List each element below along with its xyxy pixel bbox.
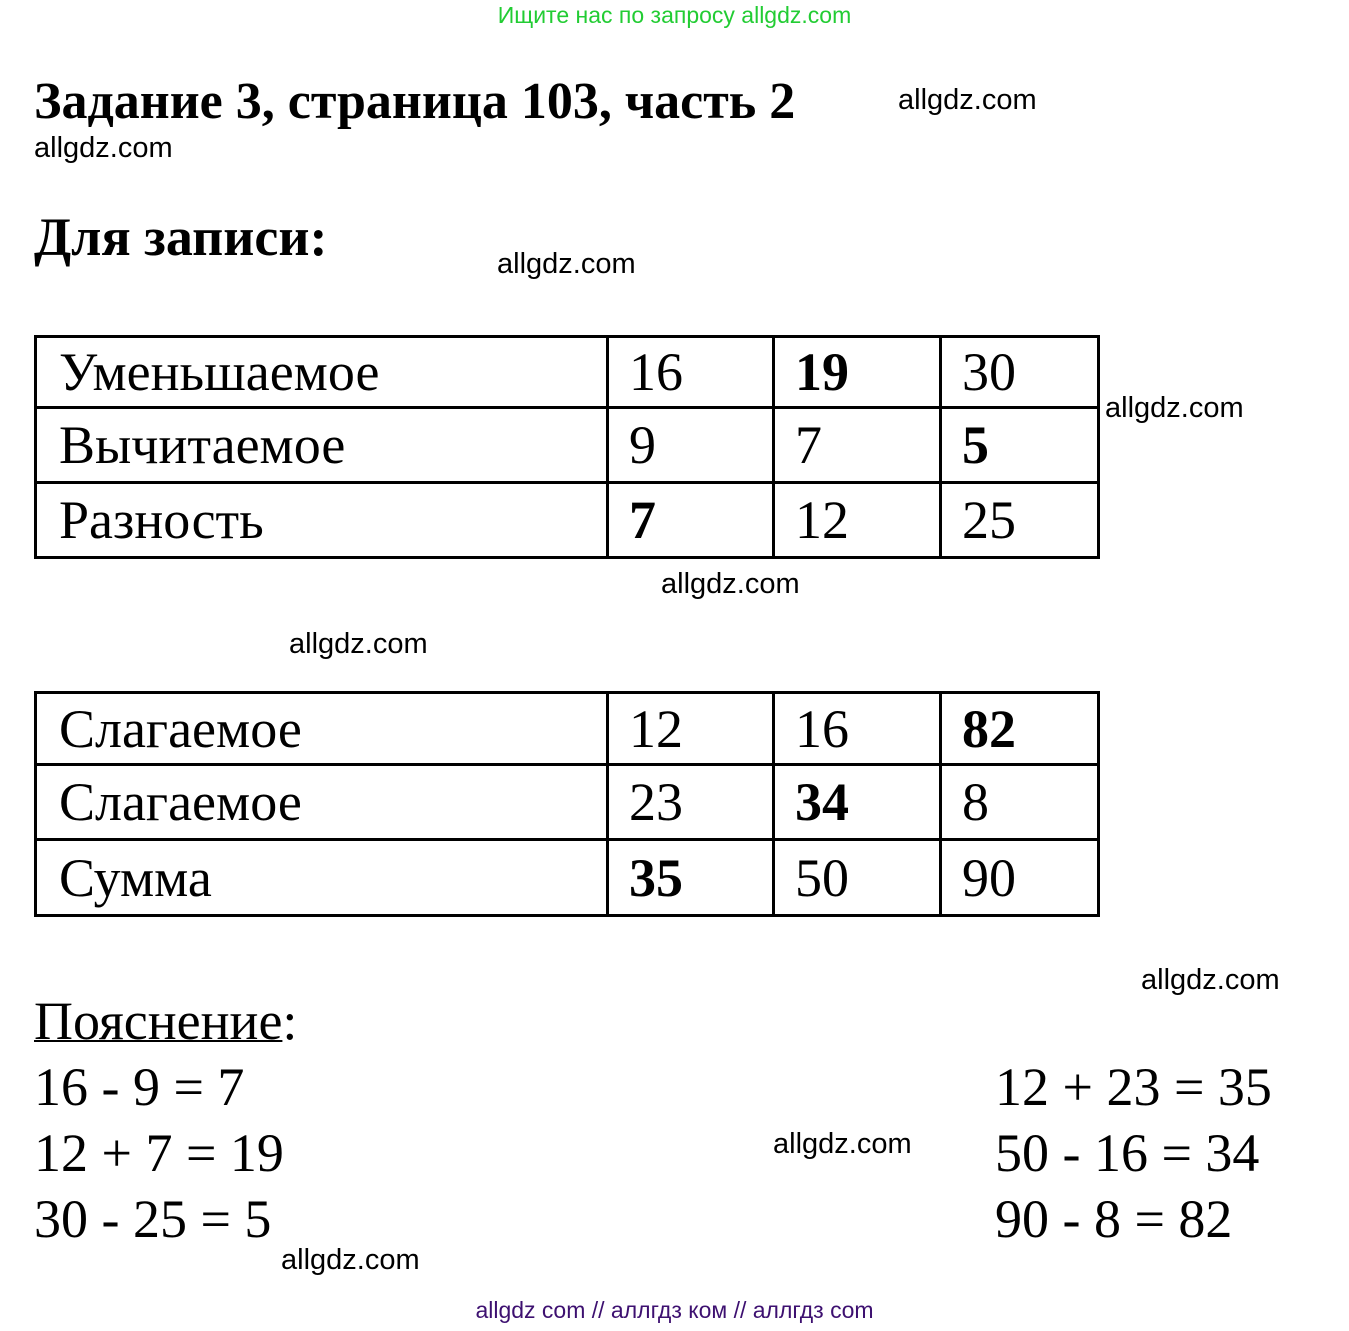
equation: 16 - 9 = 7	[34, 1057, 245, 1117]
bottom-banner: allgdz com // аллгдз ком // аллгдз com	[475, 1297, 874, 1323]
watermark: allgdz.com	[281, 1244, 420, 1276]
section-subtitle: Для записи:	[34, 207, 328, 267]
row-label: Разность	[36, 483, 608, 558]
table-cell: 82	[941, 693, 1099, 765]
watermark: allgdz.com	[1141, 964, 1280, 996]
watermark: allgdz.com	[289, 628, 428, 660]
table-cell: 30	[941, 337, 1099, 408]
explanation-heading	[34, 990, 297, 1052]
table-cell: 7	[608, 483, 774, 558]
watermark: allgdz.com	[497, 248, 636, 280]
table-cell: 8	[941, 765, 1099, 840]
page-title: Задание 3, страница 103, часть 2	[34, 73, 796, 130]
watermark: allgdz.com	[34, 132, 173, 164]
equation: 12 + 23 = 35	[995, 1057, 1272, 1117]
table-row	[36, 483, 1099, 558]
table-cell: 12	[608, 693, 774, 765]
table-cell: 90	[941, 840, 1099, 916]
table-cell: 12	[774, 483, 941, 558]
table-cell: 9	[608, 408, 774, 483]
addition-table	[34, 691, 1100, 917]
table-cell: 19	[774, 337, 941, 408]
table-cell: 16	[608, 337, 774, 408]
row-label: Сумма	[36, 840, 608, 916]
table-cell: 7	[774, 408, 941, 483]
table-cell: 50	[774, 840, 941, 916]
equation: 30 - 25 = 5	[34, 1189, 272, 1249]
table-row	[36, 693, 1099, 765]
row-label: Уменьшаемое	[36, 337, 608, 408]
table-cell: 23	[608, 765, 774, 840]
row-label: Вычитаемое	[36, 408, 608, 483]
equation: 50 - 16 = 34	[995, 1123, 1260, 1183]
row-label: Слагаемое	[36, 693, 608, 765]
row-label: Слагаемое	[36, 765, 608, 840]
explanation-heading-text: Пояснение	[34, 991, 283, 1051]
table-cell: 35	[608, 840, 774, 916]
explanation-colon: :	[282, 991, 298, 1051]
watermark: allgdz.com	[773, 1128, 912, 1160]
equation: 90 - 8 = 82	[995, 1189, 1233, 1249]
equation: 12 + 7 = 19	[34, 1123, 284, 1183]
watermark: allgdz.com	[898, 84, 1037, 116]
subtraction-table	[34, 335, 1100, 559]
table-row	[36, 765, 1099, 840]
table-cell: 16	[774, 693, 941, 765]
top-banner: Ищите нас по запросу allgdz.com	[497, 2, 852, 28]
table-row	[36, 840, 1099, 916]
table-cell: 5	[941, 408, 1099, 483]
table-row	[36, 337, 1099, 408]
table-row	[36, 408, 1099, 483]
table-cell: 34	[774, 765, 941, 840]
watermark: allgdz.com	[1105, 392, 1244, 424]
watermark: allgdz.com	[661, 568, 800, 600]
table-cell: 25	[941, 483, 1099, 558]
